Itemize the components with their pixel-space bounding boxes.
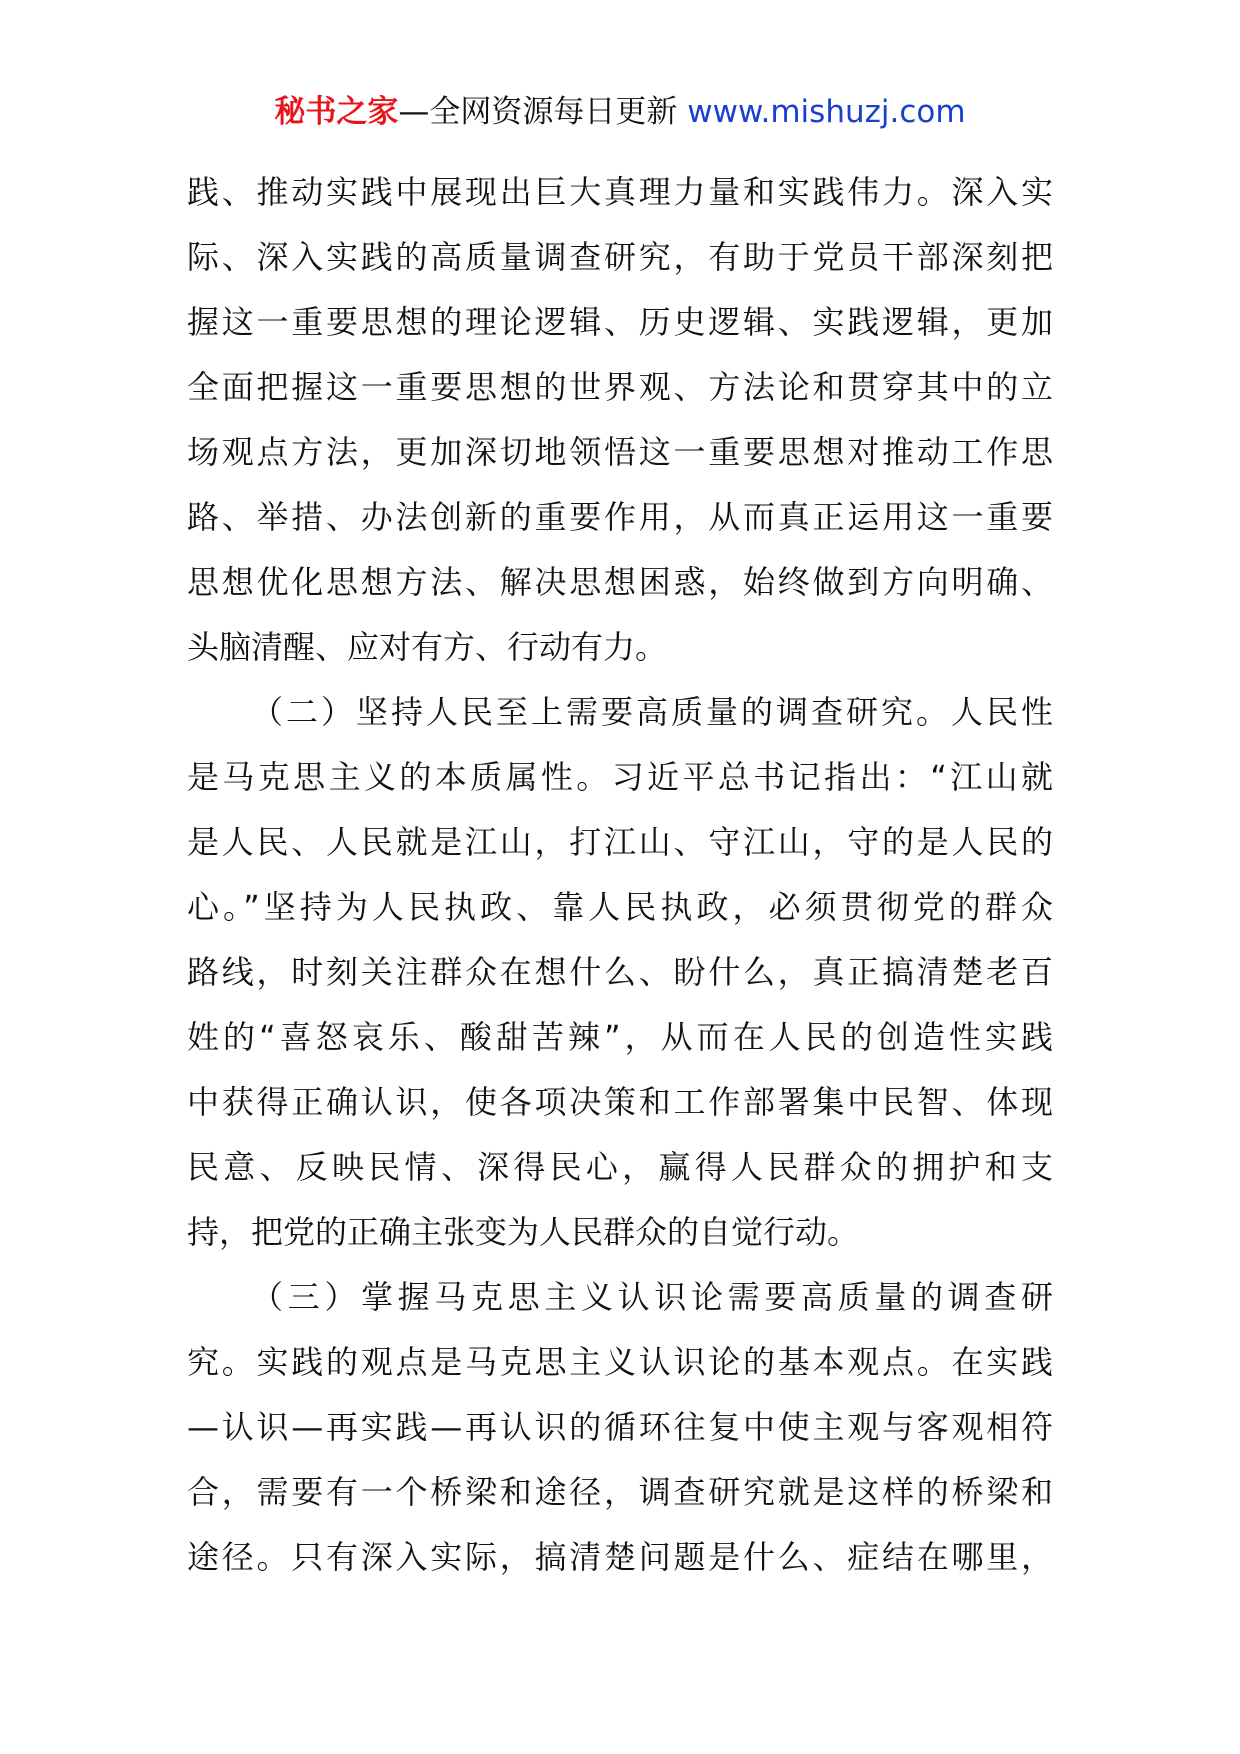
text-line: 心。”坚持为人民执政、靠人民执政，必须贯彻党的群众 [187,888,1053,926]
brand-name: 秘书之家 [274,94,399,130]
text-line: 际、深入实践的高质量调查研究，有助于党员干部深刻把 [187,238,1053,276]
text-line: 民意、反映民情、深得民心，赢得人民群众的拥护和支 [187,1148,1053,1186]
text-line: 场观点方法，更加深切地领悟这一重要思想对推动工作思 [187,433,1053,471]
text-line: 合，需要有一个桥梁和途径，调查研究就是这样的桥梁和 [187,1473,1053,1511]
site-url-link[interactable]: www.mishuzj.com [687,94,966,130]
header-slogan: —全网资源每日更新 [398,94,678,130]
document-body [187,160,1053,1590]
text-line: 握这一重要思想的理论逻辑、历史逻辑、实践逻辑，更加 [187,303,1053,341]
text-line: 思想优化思想方法、解决思想困惑，始终做到方向明确、 [187,563,1053,601]
section-heading-line: （三）掌握马克思主义认识论需要高质量的调查研 [251,1278,1053,1316]
text-line: 是马克思主义的本质属性。习近平总书记指出：“江山就 [187,758,1053,796]
text-line: 究。实践的观点是马克思主义认识论的基本观点。在实践 [187,1343,1053,1381]
text-line: 途径。只有深入实际，搞清楚问题是什么、症结在哪里， [187,1538,1053,1576]
site-header [0,92,1240,132]
text-line: 路、举措、办法创新的重要作用，从而真正运用这一重要 [187,498,1053,536]
text-line: 路线，时刻关注群众在想什么、盼什么，真正搞清楚老百 [187,953,1053,991]
text-line: 持，把党的正确主张变为人民群众的自觉行动。 [187,1213,860,1251]
text-line: 中获得正确认识，使各项决策和工作部署集中民智、体现 [187,1083,1053,1121]
section-heading-line: （二）坚持人民至上需要高质量的调查研究。人民性 [251,693,1053,731]
text-line: 姓的“喜怒哀乐、酸甜苦辣”，从而在人民的创造性实践 [187,1018,1053,1056]
text-line: 践、推动实践中展现出巨大真理力量和实践伟力。深入实 [187,173,1053,211]
text-line: 全面把握这一重要思想的世界观、方法论和贯穿其中的立 [187,368,1053,406]
text-line: 头脑清醒、应对有方、行动有力。 [187,628,668,666]
text-line: —认识—再实践—再认识的循环往复中使主观与客观相符 [187,1408,1053,1446]
text-line: 是人民、人民就是江山，打江山、守江山，守的是人民的 [187,823,1053,861]
